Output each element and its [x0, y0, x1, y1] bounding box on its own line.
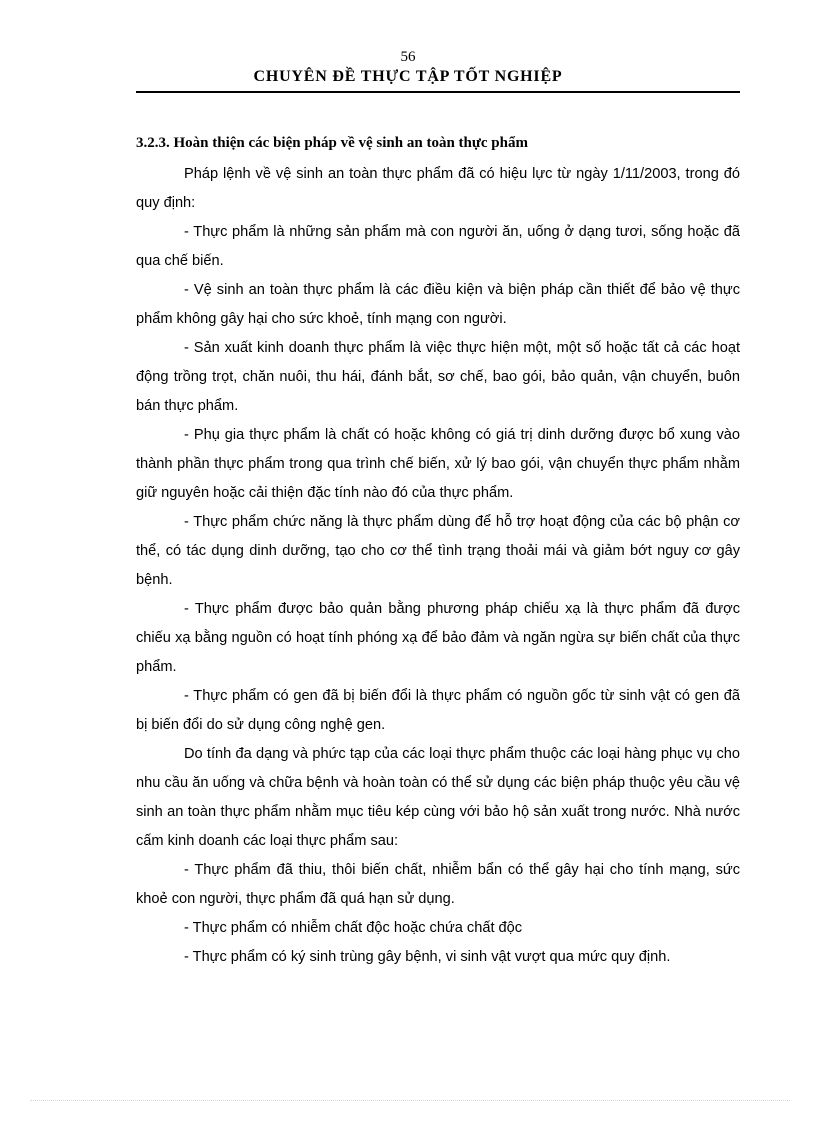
- paragraph: - Thực phẩm đã thiu, thôi biến chất, nhiễm bẩn có thể gây hại cho tính mạng, sức khoẻ con người, thực phẩm đã quá hạn sử dụng.: [136, 862, 740, 907]
- paragraph: - Vệ sinh an toàn thực phẩm là các điều kiện và biện pháp cần thiết để bảo vệ thực phẩm không gây hại cho sức khoẻ, tính mạng con người.: [136, 282, 740, 327]
- footer-dotted-rule: [30, 1100, 790, 1101]
- page-number: 56: [400, 49, 416, 65]
- body-text: [136, 160, 740, 972]
- paragraph: Do tính đa dạng và phức tạp của các loại thực phẩm thuộc các loại hàng phục vụ cho nhu cầu ăn uống và chữa bệnh và hoàn toàn có thể sử dụng các biện pháp thuộc yêu cầu vệ sinh an toàn thực phẩm nhằm mục tiêu kép cùng với bảo hộ sản xuất trong nước. Nhà nước cấm kinh doanh các loại thực phẩm sau:: [136, 746, 740, 849]
- header-divider: [136, 91, 740, 93]
- paragraph: - Sản xuất kinh doanh thực phẩm là việc thực hiện một, một số hoặc tất cả các hoạt động trồng trọt, chăn nuôi, thu hái, đánh bắt, sơ chế, bao gói, bảo quản, vận chuyển, buôn bán thực phẩm.: [136, 340, 740, 414]
- paragraph: - Thực phẩm có gen đã bị biến đổi là thực phẩm có nguồn gốc từ sinh vật có gen đã bị biến đổi do sử dụng công nghệ gen.: [136, 688, 740, 733]
- running-header-title: CHUYÊN ĐỀ THỰC TẬP TỐT NGHIỆP: [253, 68, 563, 85]
- paragraph: - Thực phẩm là những sản phẩm mà con người ăn, uống ở dạng tươi, sống hoặc đã qua chế biến.: [136, 224, 740, 269]
- paragraph: - Thực phẩm có nhiễm chất độc hoặc chứa chất độc: [184, 920, 523, 936]
- section-heading: 3.2.3. Hoàn thiện các biện pháp về vệ sinh an toàn thực phẩm: [136, 135, 528, 151]
- paragraph: - Thực phẩm chức năng là thực phẩm dùng để hỗ trợ hoạt động của các bộ phận cơ thể, có tác dụng dinh dưỡng, tạo cho cơ thể tình trạng thoải mái và giảm bớt nguy cơ gây bệnh.: [136, 514, 740, 588]
- paragraph: - Thực phẩm được bảo quản bằng phương pháp chiếu xạ là thực phẩm đã được chiếu xạ bằng nguồn có hoạt tính phóng xạ để bảo đảm và ngăn ngừa sự biến chất của thực phẩm.: [136, 601, 740, 675]
- paragraph: - Thực phẩm có ký sinh trùng gây bệnh, vi sinh vật vượt qua mức quy định.: [184, 949, 671, 965]
- paragraph: Pháp lệnh về vệ sinh an toàn thực phẩm đã có hiệu lực từ ngày 1/11/2003, trong đó quy định:: [136, 166, 740, 211]
- paragraph: - Phụ gia thực phẩm là chất có hoặc không có giá trị dinh dưỡng được bổ xung vào thành phần thực phẩm trong qua trình chế biến, xử lý bao gói, vận chuyển thực phẩm nhằm giữ nguyên hoặc cải thiện đặc tính nào đó của thực phẩm.: [136, 427, 740, 501]
